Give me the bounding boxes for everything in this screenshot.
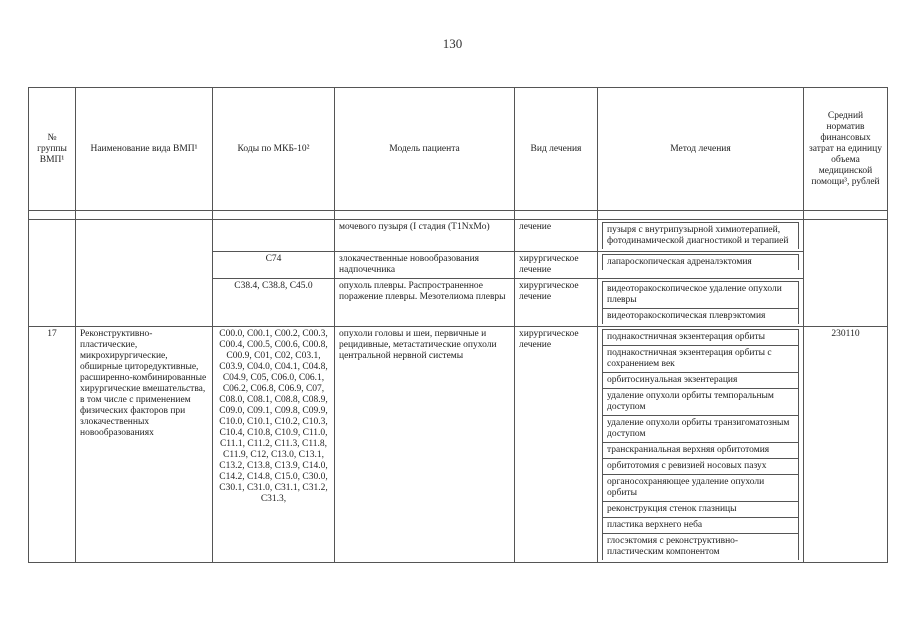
spacer-row — [29, 211, 888, 220]
method-cell — [598, 252, 804, 279]
treatment-cell: лечение — [515, 220, 598, 252]
table-row — [29, 220, 888, 252]
method-item: реконструкция стенок глазницы — [603, 502, 799, 518]
codes-cell: C74 — [213, 252, 335, 279]
cost-cell: 230110 — [804, 327, 888, 563]
header-codes: Коды по МКБ-10² — [213, 88, 335, 211]
header-cost: Средний норматив финансовых затрат на единицу объема медицинской помощи³, рублей — [804, 88, 888, 211]
method-item: транскраниальная верхняя орбитотомия — [603, 443, 799, 459]
method-item: орбитосинуальная экзентерация — [603, 373, 799, 389]
model-cell: опухоли головы и шеи, первичные и рецидивные, метастатические опухоли центральной нервной системы — [335, 327, 515, 563]
header-method: Метод лечения — [598, 88, 804, 211]
group-name: Реконструктивно-пластические, микрохирургические, обширные циторедуктивные, расширенно-комбинированные хирургические вмешательства, в том числе с применением физических факторов при злокачественных новообразованиях — [76, 327, 213, 563]
page-number: 130 — [442, 36, 463, 51]
header-treatment-type: Вид лечения — [515, 88, 598, 211]
model-cell: злокачественные новообразования надпочечника — [335, 252, 515, 279]
treatment-cell: хирургическое лечение — [515, 327, 598, 563]
method-item: видеоторакоскопическое удаление опухоли плевры — [603, 282, 799, 309]
method-item: поднакостничная экзентерация орбиты — [603, 330, 799, 346]
method-item: лапароскопическая адреналэктомия — [603, 255, 799, 271]
header-row — [29, 88, 888, 211]
vmp-table — [28, 87, 888, 563]
method-item: пузыря с внутрипузырной химиотерапией, фотодинамической диагностикой и терапией — [603, 223, 799, 250]
method-item: орбитотомия с ревизией носовых пазух — [603, 459, 799, 475]
method-cell — [598, 279, 804, 327]
header-group-no: № группы ВМП¹ — [29, 88, 76, 211]
method-item: удаление опухоли орбиты темпоральным доступом — [603, 389, 799, 416]
method-cell — [598, 220, 804, 252]
method-item: органосохраняющее удаление опухоли орбиты — [603, 475, 799, 502]
codes-cell: C38.4, C38.8, C45.0 — [213, 279, 335, 327]
model-cell: мочевого пузыря (I стадия (T1NxMo) — [335, 220, 515, 252]
codes-cell — [213, 220, 335, 252]
header-model: Модель пациента — [335, 88, 515, 211]
treatment-cell: хирургическое лечение — [515, 252, 598, 279]
method-item: видеоторакоскопическая плеврэктомия — [603, 309, 799, 325]
group-number: 17 — [29, 327, 76, 563]
method-item: удаление опухоли орбиты транзигоматозным доступом — [603, 416, 799, 443]
codes-cell: C00.0, C00.1, C00.2, C00.3, C00.4, C00.5, C00.6, C00.8, C00.9, C01, C02, C03.1, C03.9, C04.0, C04.1, C04.8, C04.9, C05, C06.0, C06.1, C06.2, C06.8, C06.9, C07, C08.0, C08.1, C08.8, C08.9, C09.0, C09.1, C09.8, C09.9, C10.0, C10.1, C10.2, C10.3, C10.4, C10.8, C10.9, C11.0, C11.1, C11.2, C11.3, C11.8, C11.9, C12, C13.0, C13.1, C13.2, C13.8, C13.9, C14.0, C14.2, C14.8, C15.0, C30.0, C30.1, C31.0, C31.1, C31.2, C31.3, — [213, 327, 335, 563]
method-item: пластика верхнего неба — [603, 518, 799, 534]
model-cell: опухоль плевры. Распространенное поражение плевры. Мезотелиома плевры — [335, 279, 515, 327]
treatment-cell: хирургическое лечение — [515, 279, 598, 327]
table-row-group-17 — [29, 327, 888, 563]
method-cell — [598, 327, 804, 563]
header-name: Наименование вида ВМП¹ — [76, 88, 213, 211]
method-item: поднакостничная экзентерация орбиты с сохранением век — [603, 346, 799, 373]
method-item: глосэктомия с реконструктивно-пластическим компонентом — [603, 534, 799, 561]
